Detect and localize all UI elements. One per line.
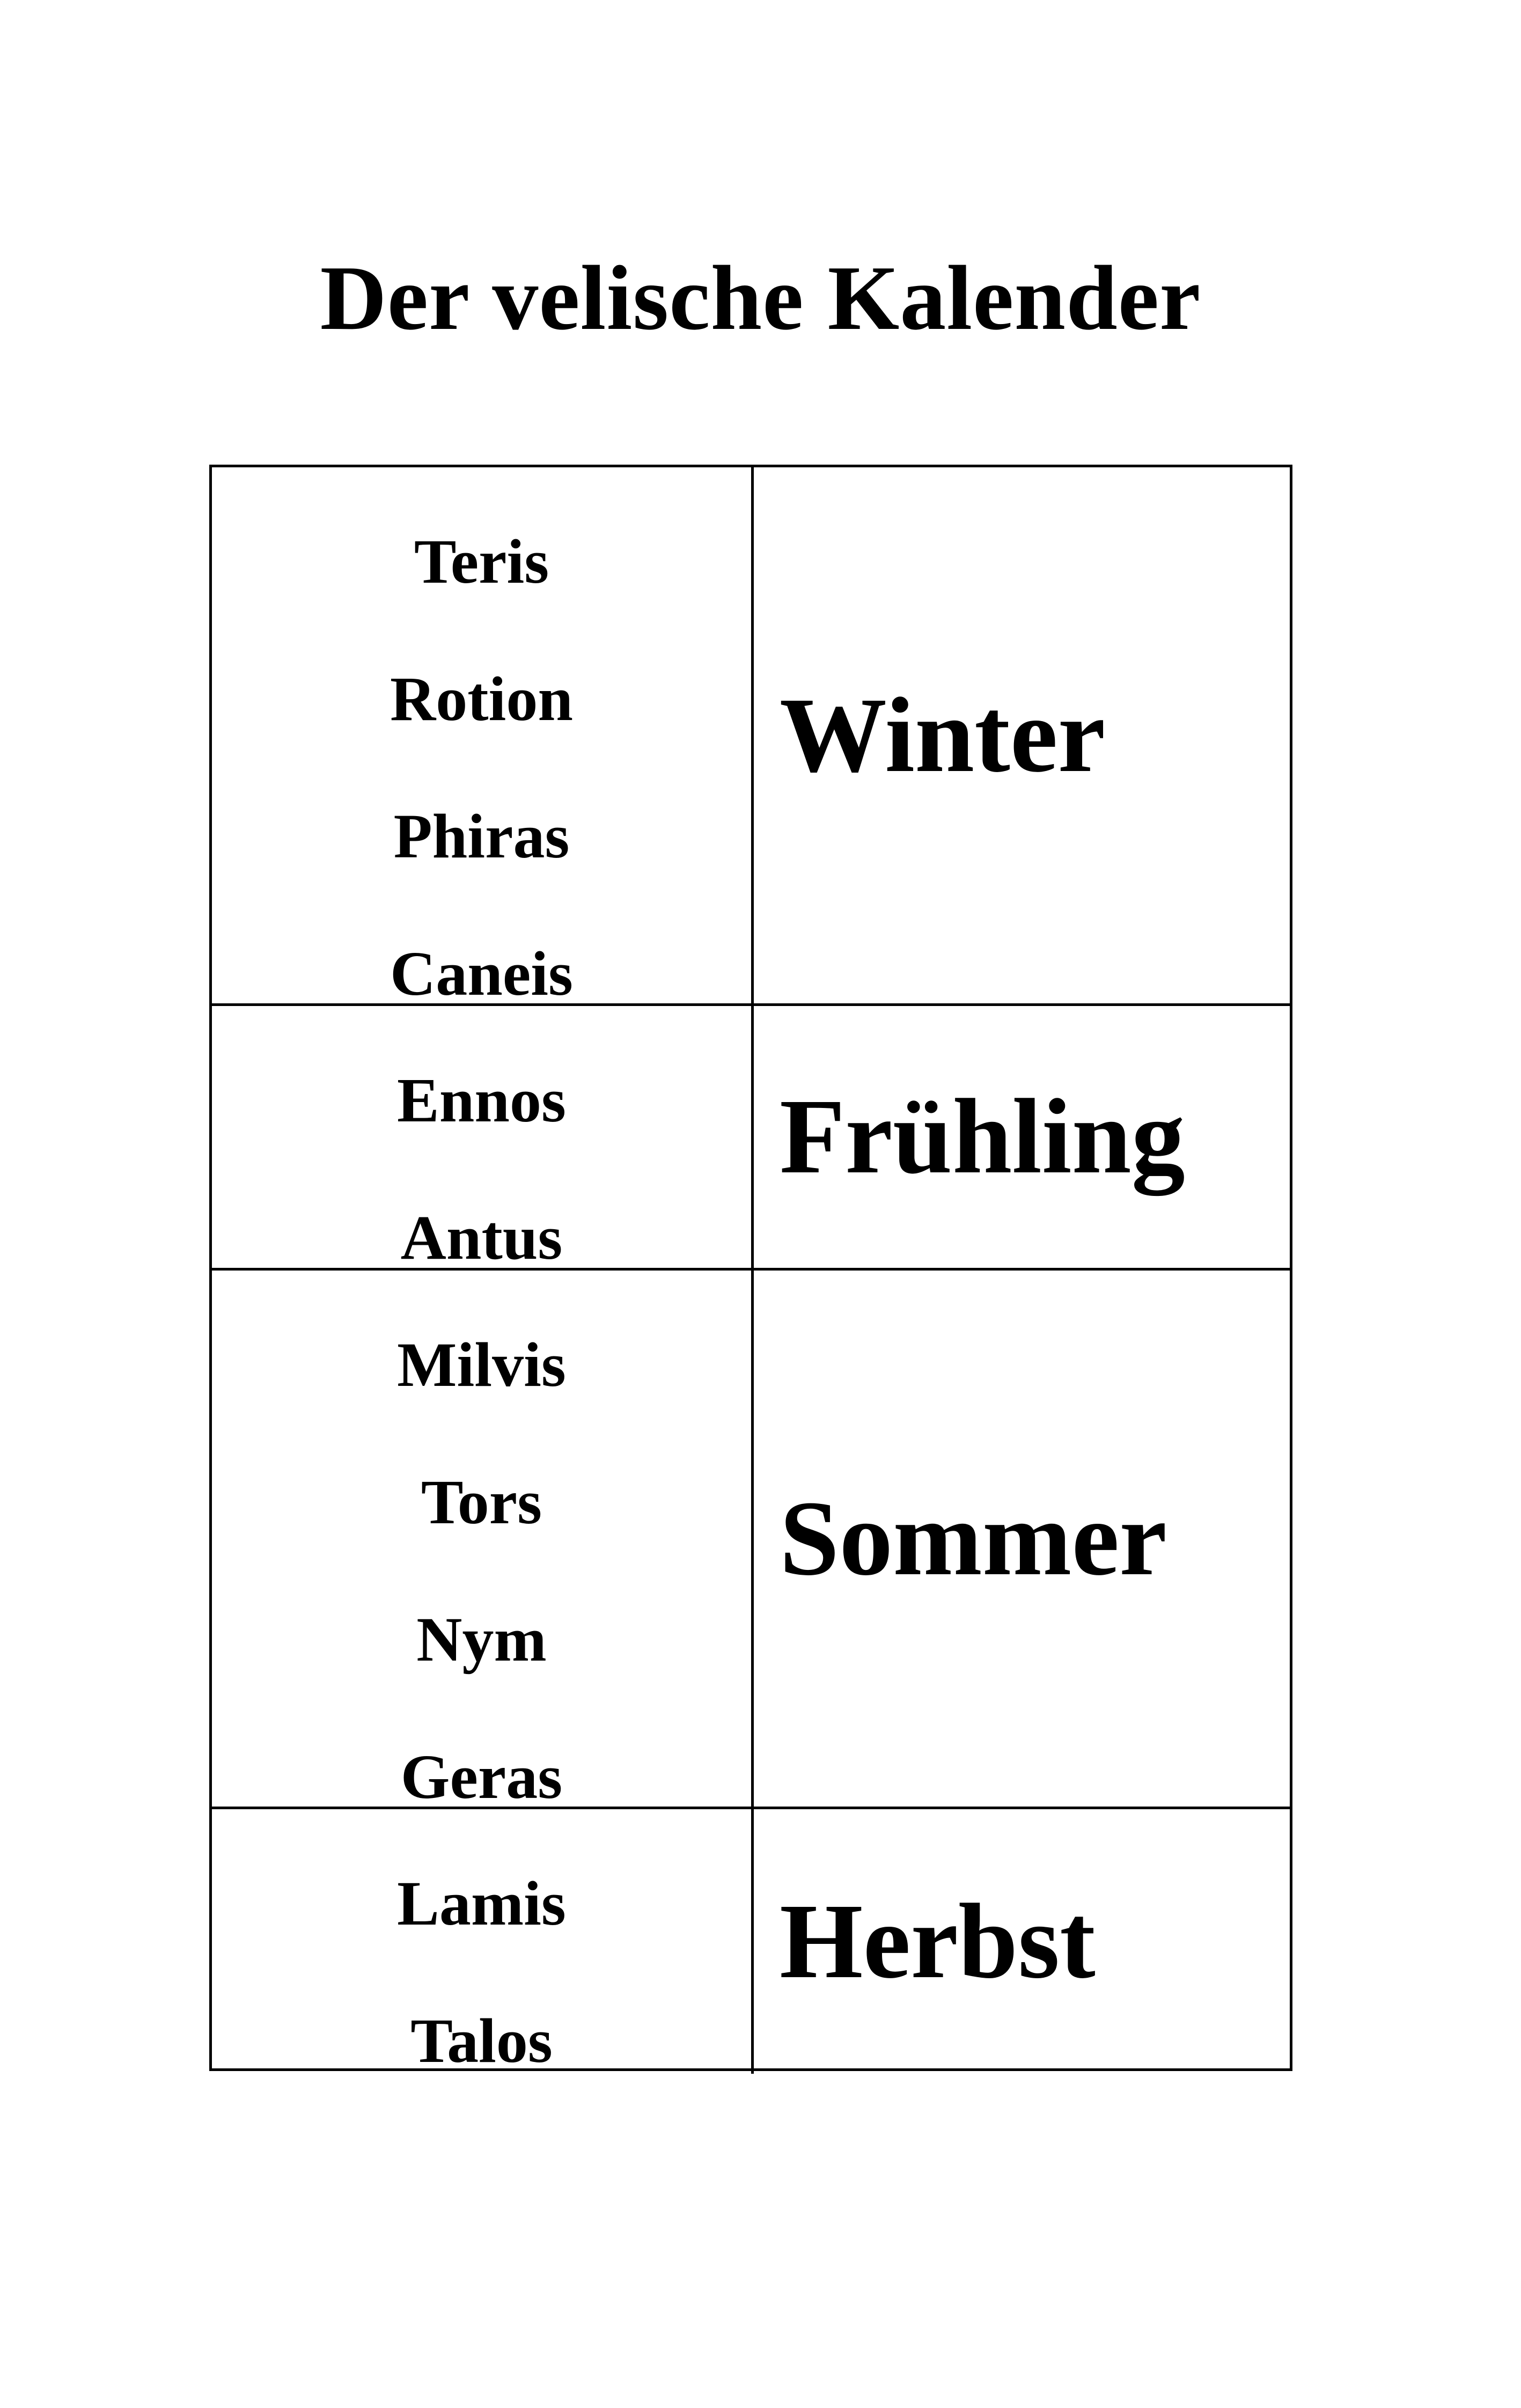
month-name: Rotion [390,664,573,734]
month-name: Talos [410,2006,553,2076]
month-name: Antus [400,1202,563,1273]
months-cell [212,467,754,1009]
month-name: Tors [421,1467,542,1537]
month-name: Phiras [393,801,570,871]
season-row-summer [212,1271,1290,1812]
months-cell [212,1809,754,2074]
month-name: Geras [400,1742,563,1812]
months-cell [212,1271,754,1812]
month-name: Lamis [397,1868,566,1939]
month-name: Caneis [390,938,573,1009]
season-cell [754,1809,1290,2074]
month-name: Ennos [397,1065,566,1135]
season-name: Sommer [780,1479,1167,1598]
month-name: Nym [416,1604,547,1675]
months-cell [212,1006,754,1273]
page-title: Der velische Kalender [320,247,1201,349]
season-name: Herbst [780,1882,1096,2001]
season-name: Winter [780,676,1106,795]
season-cell [754,467,1290,1003]
season-cell [754,1271,1290,1807]
season-row-autumn [212,1809,1290,2074]
season-row-winter [212,467,1290,1009]
calendar-table [209,465,1292,2076]
season-cell [754,1006,1290,1268]
month-name: Milvis [397,1330,566,1400]
season-name: Frühling [780,1077,1185,1196]
month-name: Teris [414,526,549,597]
season-row-spring [212,1006,1290,1271]
